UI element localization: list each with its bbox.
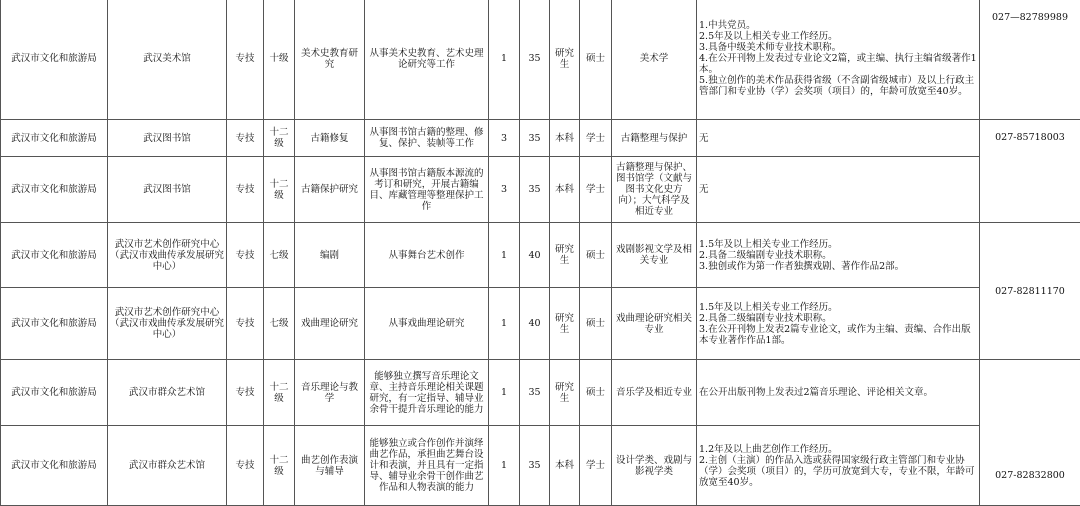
conditions-cell: [697, 426, 980, 506]
edu-cell: 研究生: [550, 360, 580, 426]
grade-cell: 七级: [264, 223, 295, 288]
dept-cell: 武汉市文化和旅游局: [1, 0, 108, 120]
table-row: [1, 360, 1080, 426]
condition-line: 1.5年及以上相关专业工作经历。: [699, 302, 977, 313]
post-cell: 古籍修复: [295, 120, 365, 157]
condition-line: 4.在公开刊物上发表过专业论文2篇，或主编、执行主编省级著作1本。: [699, 53, 977, 75]
age-cell: 35: [520, 426, 550, 506]
degree-cell: 学士: [580, 120, 612, 157]
phone-cell: 027-85718003: [980, 120, 1080, 223]
edu-cell: 本科: [550, 426, 580, 506]
phone-cell: 027—82789989: [980, 0, 1080, 120]
major-cell: 古籍整理与保护、图书馆学（文献与图书文化史方向）；大气科学及相近专业: [612, 157, 697, 223]
table-row: [1, 0, 1080, 120]
degree-cell: 学士: [580, 157, 612, 223]
condition-line: 3.在公开刊物上发表2篇专业论文，或作为主编、责编、合作出版本专业著作作品1部。: [699, 324, 977, 346]
edu-cell: 研究生: [550, 288, 580, 360]
age-cell: 40: [520, 223, 550, 288]
unit-cell: 武汉市群众艺术馆: [108, 426, 227, 506]
grade-cell: 十级: [264, 0, 295, 120]
duty-cell: 能够独立或合作创作并演绎曲艺作品，承担曲艺舞台设计和表演，并且具有一定指导、辅导业余骨干创作曲艺作品和人物表演的能力: [365, 426, 489, 506]
post-cell: 编剧: [295, 223, 365, 288]
major-cell: 古籍整理与保护: [612, 120, 697, 157]
count-cell: 1: [489, 360, 520, 426]
degree-cell: 硕士: [580, 223, 612, 288]
grade-cell: 十二级: [264, 360, 295, 426]
condition-line: 无: [699, 184, 977, 195]
major-cell: 音乐学及相近专业: [612, 360, 697, 426]
dept-cell: 武汉市文化和旅游局: [1, 223, 108, 288]
condition-line: 1.中共党员。: [699, 20, 977, 31]
post-cell: 戏曲理论研究: [295, 288, 365, 360]
condition-line: 2.主创（主演）的作品入选或获得国家级行政主管部门和专业协（学）会奖项（项目）的，学历可放宽到大专，专业不限，年龄可放宽至40岁。: [699, 455, 977, 488]
age-cell: 35: [520, 0, 550, 120]
unit-cell: 武汉图书馆: [108, 120, 227, 157]
age-cell: 40: [520, 288, 550, 360]
dept-cell: 武汉市文化和旅游局: [1, 426, 108, 506]
conditions-cell: [697, 0, 980, 120]
condition-line: 3.具备中级美术师专业技术职称。: [699, 42, 977, 53]
count-cell: 1: [489, 426, 520, 506]
phone-cell: 027-82811170: [980, 223, 1080, 360]
grade-cell: 七级: [264, 288, 295, 360]
count-cell: 3: [489, 120, 520, 157]
duty-cell: 从事图书馆古籍版本源流的考订和研究，开展古籍编目、库藏管理等整理保护工作: [365, 157, 489, 223]
edu-cell: 研究生: [550, 223, 580, 288]
grade-cell: 十二级: [264, 157, 295, 223]
major-cell: 戏剧影视文学及相关专业: [612, 223, 697, 288]
major-cell: 美术学: [612, 0, 697, 120]
post-cell: 曲艺创作表演与辅导: [295, 426, 365, 506]
condition-line: 2.5年及以上相关专业工作经历。: [699, 31, 977, 42]
condition-line: 3.独创或作为第一作者独撰戏剧、著作作品2部。: [699, 261, 977, 272]
table-row: [1, 120, 1080, 157]
count-cell: 3: [489, 157, 520, 223]
post-cell: 古籍保护研究: [295, 157, 365, 223]
dept-cell: 武汉市文化和旅游局: [1, 120, 108, 157]
table-row: [1, 223, 1080, 288]
conditions-cell: [697, 120, 980, 157]
degree-cell: 硕士: [580, 288, 612, 360]
degree-cell: 学士: [580, 426, 612, 506]
unit-cell: 武汉图书馆: [108, 157, 227, 223]
condition-line: 1.5年及以上相关专业工作经历。: [699, 239, 977, 250]
type-cell: 专技: [227, 223, 264, 288]
unit-cell: 武汉市艺术创作研究中心（武汉市戏曲传承发展研究中心）: [108, 288, 227, 360]
dept-cell: 武汉市文化和旅游局: [1, 288, 108, 360]
grade-cell: 十二级: [264, 120, 295, 157]
table-row: [1, 157, 1080, 223]
major-cell: 戏曲理论研究相关专业: [612, 288, 697, 360]
duty-cell: 能够独立撰写音乐理论文章、主持音乐理论相关课题研究，有一定指导、辅导业余骨干提升音乐理论的能力: [365, 360, 489, 426]
degree-cell: 硕士: [580, 0, 612, 120]
type-cell: 专技: [227, 360, 264, 426]
type-cell: 专技: [227, 157, 264, 223]
duty-cell: 从事美术史教育、艺术史理论研究等工作: [365, 0, 489, 120]
type-cell: 专技: [227, 426, 264, 506]
degree-cell: 硕士: [580, 360, 612, 426]
major-cell: 设计学类、戏剧与影视学类: [612, 426, 697, 506]
count-cell: 1: [489, 223, 520, 288]
dept-cell: 武汉市文化和旅游局: [1, 360, 108, 426]
phone-cell: 027-82832800: [980, 360, 1080, 506]
grade-cell: 十二级: [264, 426, 295, 506]
post-cell: 美术史教育研究: [295, 0, 365, 120]
edu-cell: 本科: [550, 120, 580, 157]
conditions-cell: [697, 223, 980, 288]
count-cell: 1: [489, 288, 520, 360]
condition-line: 1.2年及以上曲艺创作工作经历。: [699, 444, 977, 455]
edu-cell: 本科: [550, 157, 580, 223]
duty-cell: 从事戏曲理论研究: [365, 288, 489, 360]
condition-line: 2.具备二级编剧专业技术职称。: [699, 250, 977, 261]
edu-cell: 研究生: [550, 0, 580, 120]
unit-cell: 武汉市艺术创作研究中心（武汉市戏曲传承发展研究中心）: [108, 223, 227, 288]
age-cell: 35: [520, 360, 550, 426]
type-cell: 专技: [227, 288, 264, 360]
unit-cell: 武汉美术馆: [108, 0, 227, 120]
duty-cell: 从事舞台艺术创作: [365, 223, 489, 288]
condition-line: 在公开出版刊物上发表过2篇音乐理论、评论相关文章。: [699, 387, 977, 398]
table-row: [1, 426, 1080, 506]
conditions-cell: [697, 360, 980, 426]
age-cell: 35: [520, 120, 550, 157]
count-cell: 1: [489, 0, 520, 120]
dept-cell: 武汉市文化和旅游局: [1, 157, 108, 223]
duty-cell: 从事图书馆古籍的整理、修复、保护、装帧等工作: [365, 120, 489, 157]
condition-line: 无: [699, 133, 977, 144]
age-cell: 35: [520, 157, 550, 223]
post-cell: 音乐理论与教学: [295, 360, 365, 426]
type-cell: 专技: [227, 0, 264, 120]
conditions-cell: [697, 288, 980, 360]
condition-line: 2.具备二级编剧专业技术职称。: [699, 313, 977, 324]
table-row: [1, 288, 1080, 360]
type-cell: 专技: [227, 120, 264, 157]
condition-line: 5.独立创作的美术作品获得省级（不含副省级城市）及以上行政主管部门和专业协（学）会奖项（项目）的，年龄可放宽至40岁。: [699, 75, 977, 97]
unit-cell: 武汉市群众艺术馆: [108, 360, 227, 426]
conditions-cell: [697, 157, 980, 223]
